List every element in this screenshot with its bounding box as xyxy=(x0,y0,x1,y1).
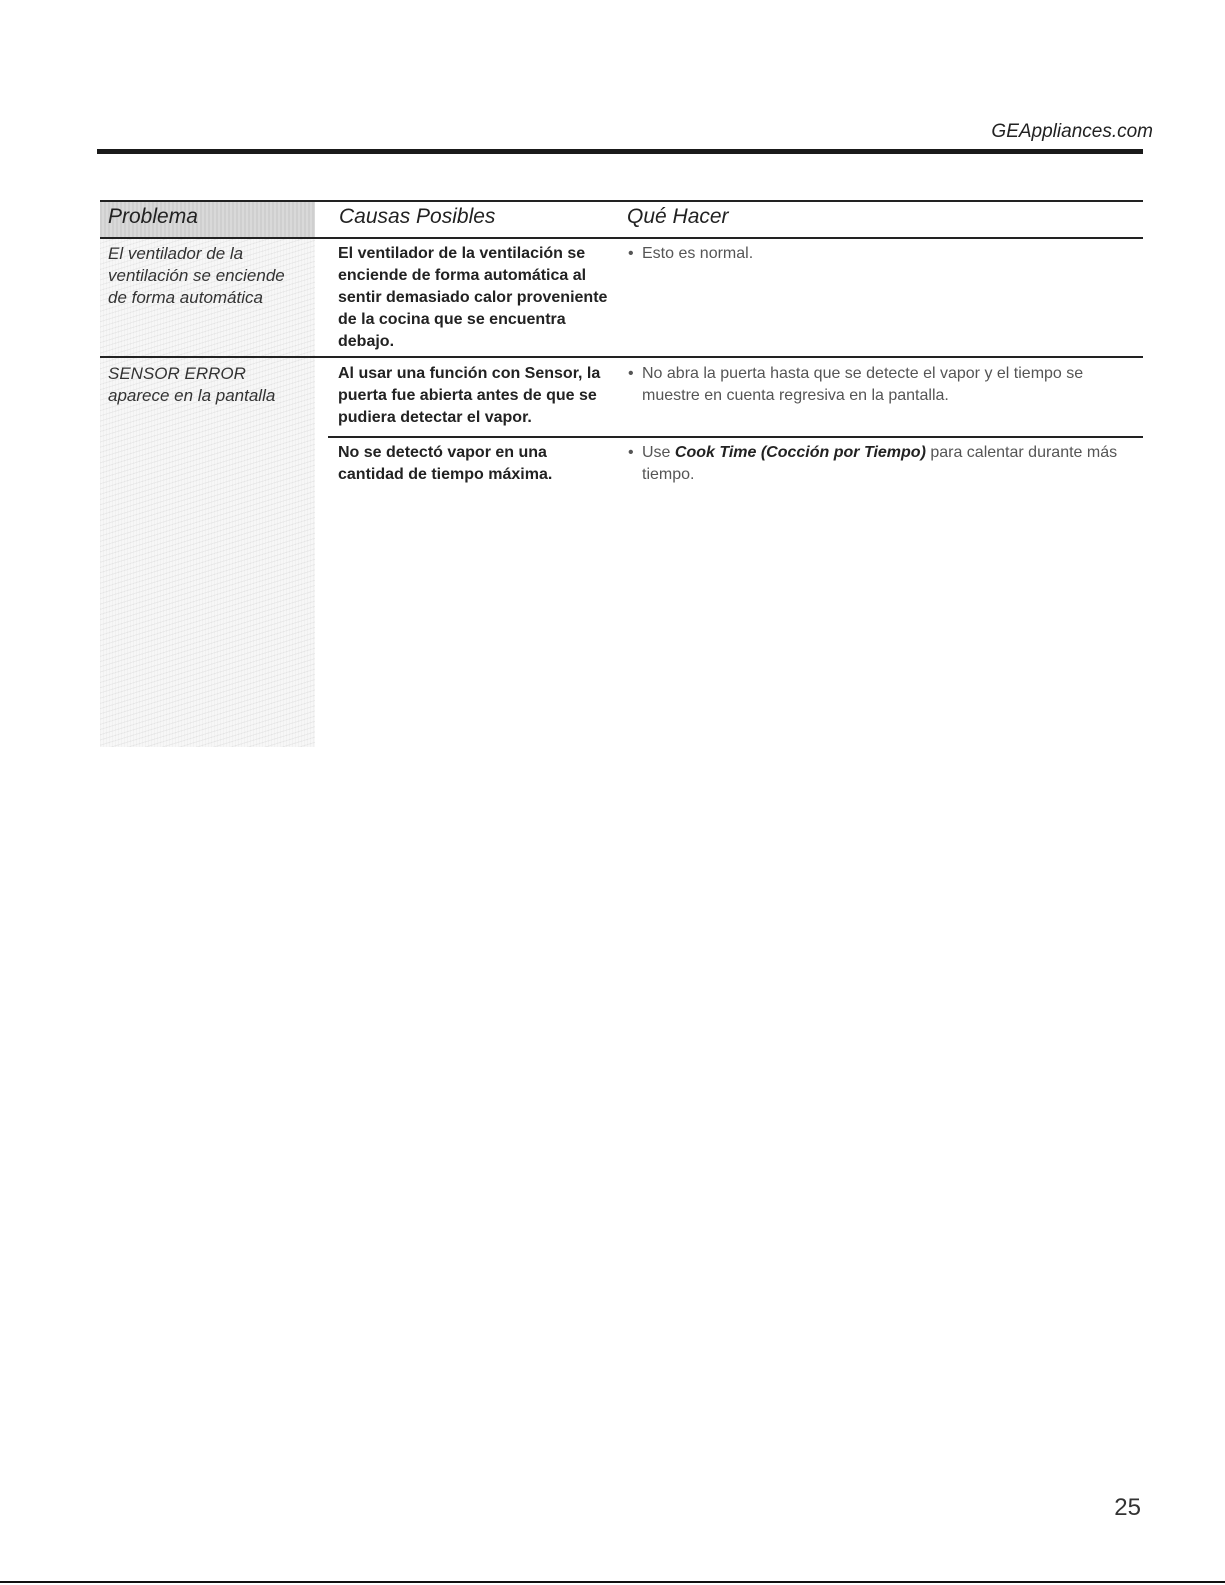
cause-no-steam: No se detectó vapor en una cantidad de tiempo máxima. xyxy=(338,444,553,483)
cook-time-emphasis: Cook Time (Cocción por Tiempo) xyxy=(674,444,926,461)
todo-door-opened xyxy=(628,363,1128,407)
header-rule xyxy=(97,149,1143,154)
problem-sensor-error: SENSOR ERROR aparece en la pantalla xyxy=(108,364,276,405)
column-header-problem: Problema xyxy=(108,205,198,228)
problem-fan-auto: El ventilador de la ventilación se enciende de forma automática xyxy=(108,244,285,307)
cause-door-opened: Al usar una función con Sensor, la puerta fue abierta antes de que se pudiera detectar el vapor. xyxy=(338,365,601,426)
todo-text-pre: Use xyxy=(642,444,675,461)
todo-text xyxy=(628,442,1128,486)
bullet: • xyxy=(628,365,634,382)
column-header-todo: Qué Hacer xyxy=(627,205,729,228)
row-divider xyxy=(100,356,1143,358)
bullet: • xyxy=(628,444,634,461)
todo-text: No abra la puerta hasta que se detecte el vapor y el tiempo se muestre en cuenta regresiva en la pantalla. xyxy=(642,365,1084,404)
page-bottom-rule xyxy=(0,1581,1225,1583)
todo-text-post: para calentar durante más tiempo. xyxy=(642,444,1118,483)
column-header-causes: Causas Posibles xyxy=(339,205,496,228)
site-url: GEAppliances.com xyxy=(991,121,1153,142)
todo-fan-auto xyxy=(628,243,1128,265)
table-top-rule xyxy=(100,200,1143,202)
todo-no-steam xyxy=(628,442,1128,486)
page-number: 25 xyxy=(1114,1494,1141,1521)
sub-row-divider xyxy=(328,436,1143,438)
cause-fan-auto: El ventilador de la ventilación se enciende de forma automática al sentir demasiado calor proveniente de la cocina que se encuentra debajo. xyxy=(338,245,608,350)
todo-text: Esto es normal. xyxy=(642,245,754,262)
bullet: • xyxy=(628,245,634,262)
table-header-rule xyxy=(100,237,1143,239)
